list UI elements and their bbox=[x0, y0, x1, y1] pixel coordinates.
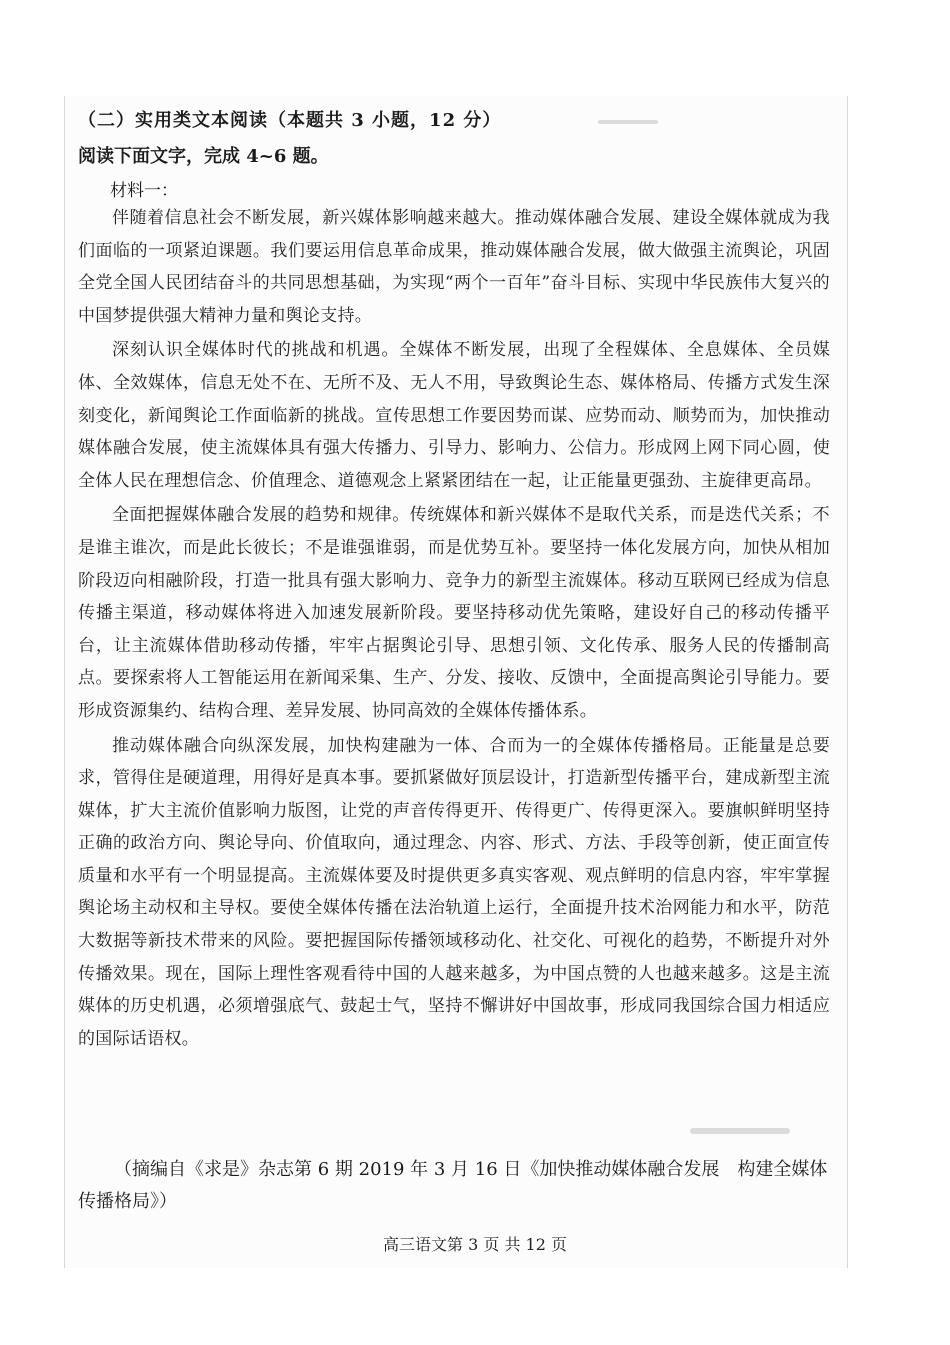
material-body bbox=[78, 202, 830, 1057]
source-citation: （摘编自《求是》杂志第 6 期 2019 年 3 月 16 日《加快推动媒体融合发展 构建全媒体传播格局》） bbox=[78, 1159, 828, 1212]
page-footer: 高三语文第 3 页 共 12 页 bbox=[383, 1235, 567, 1254]
paragraph-4: 推动媒体融合向纵深发展，加快构建融为一体、合而为一的全媒体传播格局。正能量是总要求，管得住是硬道理，用得好是真本事。要抓紧做好顶层设计，打造新型传播平台，建成新型主流媒体，扩大主流价值影响力版图，让党的声音传得更开、传得更广、传得更深入。要旗帜鲜明坚持正确的政治方向、舆论导向、价值取向，通过理念、内容、形式、方法、手段等创新，使正面宣传质量和水平有一个明显提高。主流媒体要及时提供更多真实客观、观点鲜明的信息内容，牢牢掌握舆论场主动权和主导权。要使全媒体传播在法治轨道上运行，全面提升技术治网能力和水平，防范大数据等新技术带来的风险。要把握国际传播领域移动化、社交化、可视化的趋势，不断提升对外传播效果。现在，国际上理性客观看待中国的人越来越多，为中国点赞的人也越来越多。这是主流媒体的历史机遇，必须增强底气、鼓起士气，坚持不懈讲好中国故事，形成同我国综合国力相适应的国际话语权。 bbox=[78, 735, 830, 1049]
reading-instruction: 阅读下面文字，完成 4~6 题。 bbox=[78, 146, 329, 167]
paragraph-2: 深刻认识全媒体时代的挑战和机遇。全媒体不断发展，出现了全程媒体、全息媒体、全员媒体、全效媒体，信息无处不在、无所不及、无人不用，导致舆论生态、媒体格局、传播方式发生深刻变化，新闻舆论工作面临新的挑战。宣传思想工作要因势而谋、应势而动、顺势而为，加快推动媒体融合发展，使主流媒体具有强大传播力、引导力、影响力、公信力。形成网上网下同心圆，使全体人民在理想信念、价值理念、道德观念上紧紧团结在一起，让正能量更强劲、主旋律更高昂。 bbox=[78, 340, 830, 491]
material-label: 材料一： bbox=[110, 181, 178, 201]
paragraph-3: 全面把握媒体融合发展的趋势和规律。传统媒体和新兴媒体不是取代关系，而是迭代关系；不是谁主谁次，而是此长彼长；不是谁强谁弱，而是优势互补。要坚持一体化发展方向，加快从相加阶段迈向相融阶段，打造一批具有强大影响力、竞争力的新型主流媒体。移动互联网已经成为信息传播主渠道，移动媒体将进入加速发展新阶段。要坚持移动优先策略，建设好自己的移动传播平台，让主流媒体借助移动传播，牢牢占据舆论引导、思想引领、文化传承、服务人民的传播制高点。要探索将人工智能运用在新闻采集、生产、分发、接收、反馈中，全面提高舆论引导能力。要形成资源集约、结构合理、差异发展、协同高效的全媒体传播体系。 bbox=[78, 505, 830, 721]
scan-smudge bbox=[690, 1128, 790, 1134]
section-heading: （二）实用类文本阅读（本题共 3 小题，12 分） bbox=[78, 110, 502, 131]
scan-smudge bbox=[598, 120, 658, 124]
paragraph-1: 伴随着信息社会不断发展，新兴媒体影响越来越大。推动媒体融合发展、建设全媒体就成为我们面临的一项紧迫课题。我们要运用信息革命成果，推动媒体融合发展，做大做强主流舆论，巩固全党全国人民团结奋斗的共同思想基础，为实现“两个一百年”奋斗目标、实现中华民族伟大复兴的中国梦提供强大精神力量和舆论支持。 bbox=[78, 208, 830, 326]
